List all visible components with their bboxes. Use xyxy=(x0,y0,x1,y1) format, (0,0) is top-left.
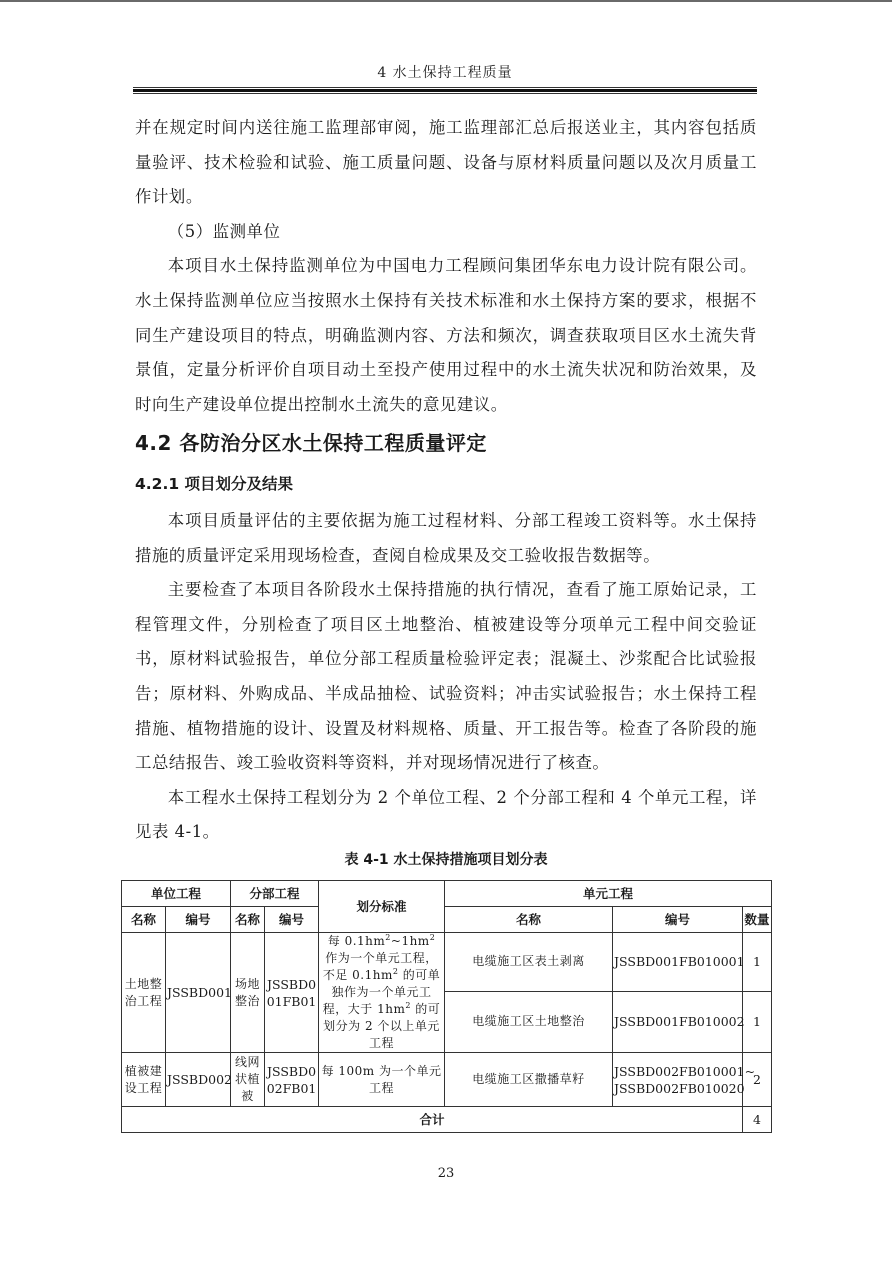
cell-element-name: 电缆施工区土地整治 xyxy=(445,991,613,1052)
cell-division-standard xyxy=(319,933,445,1053)
project-division-table xyxy=(121,880,772,1133)
total-count: 4 xyxy=(743,1107,772,1133)
section-heading-4-2-1: 4.2.1 项目划分及结果 xyxy=(135,475,294,493)
section-heading-4-2: 4.2 各防治分区水土保持工程质量评定 xyxy=(135,431,487,455)
superscript: 2 xyxy=(385,933,391,942)
paragraph-continuation: 并在规定时间内送往施工监理部审阅，施工监理部汇总后报送业主，其内容包括质量验评、技术检验和试验、施工质量问题、设备与原材料质量问题以及次月质量工作计划。 xyxy=(135,118,757,207)
header-unit-name: 名称 xyxy=(122,907,166,933)
header-element-project: 单元工程 xyxy=(445,881,772,907)
header-element-count: 数量 xyxy=(743,907,772,933)
cell-element-code: JSSBD001FB010001 xyxy=(613,933,743,992)
header-div-code: 编号 xyxy=(265,907,319,933)
table-header-row-1 xyxy=(122,881,772,907)
header-unit-code: 编号 xyxy=(166,907,231,933)
header-div-name: 名称 xyxy=(231,907,265,933)
paragraph-evaluation-basis: 本项目质量评估的主要依据为施工过程材料、分部工程竣工资料等。水土保持措施的质量评定采用现场检查，查阅自检成果及交工验收报告数据等。 xyxy=(135,511,757,565)
page-top-edge xyxy=(0,0,892,2)
header-division-standard: 划分标准 xyxy=(319,881,445,933)
cell-element-count: 1 xyxy=(743,991,772,1052)
total-label: 合计 xyxy=(122,1107,743,1133)
body-section-top xyxy=(135,111,757,422)
header-element-name: 名称 xyxy=(445,907,613,933)
standard-text: 的可单独作为一个单元工程，大于 1hm xyxy=(322,968,441,1016)
subsection-label-monitoring: （5）监测单位 xyxy=(167,221,281,241)
header-division-project: 分部工程 xyxy=(231,881,319,907)
body-section-bottom xyxy=(135,504,757,850)
cell-div-name: 线网状植被 xyxy=(231,1053,265,1107)
paragraph-division-summary: 本工程水土保持工程划分为 2 个单位工程、2 个分部工程和 4 个单元工程，详见表 4-1。 xyxy=(135,787,757,842)
table-total-row xyxy=(122,1107,772,1133)
running-header: 4 水土保持工程质量 xyxy=(377,65,513,81)
paragraph-inspection: 主要检查了本项目各阶段水土保持措施的执行情况，查看了施工原始记录，工程管理文件，分别检查了项目区土地整治、植被建设等分项单元工程中间交验证书，原材料试验报告，单位分部工程质量检验评定表；混凝土、沙浆配合比试验报告；原材料、外购成品、半成品抽检、试验资料；冲击实试验报告；水土保持工程措施、植物措施的设计、设置及材料规格、质量、开工报告等。检查了各阶段的施工总结报告、竣工验收资料等资料，并对现场情况进行了核查。 xyxy=(135,580,757,773)
paragraph-monitoring-unit: 本项目水土保持监测单位为中国电力工程顾问集团华东电力设计院有限公司。水土保持监测单位应当按照水土保持有关技术标准和水土保持方案的要求，根据不同生产建设项目的特点，明确监测内容、方法和频次，调查获取项目区水土流失背景值，定量分析评价自项目动土至投产使用过程中的水土流失状况和防治效果，及时向生产建设单位提出控制水土流失的意见建议。 xyxy=(135,256,757,414)
cell-element-name: 电缆施工区撒播草籽 xyxy=(445,1053,613,1107)
cell-div-code: JSSBD002FB01 xyxy=(265,1053,319,1107)
standard-text: 作为一个单元工程，不足 0.1hm xyxy=(322,951,438,982)
cell-unit-code: JSSBD001 xyxy=(166,933,231,1053)
superscript: 2 xyxy=(392,967,399,976)
code-range-from: JSSBD002FB010001~ xyxy=(614,1063,756,1079)
standard-text: 每 0.1hm xyxy=(327,934,386,948)
cell-div-code: JSSBD001FB01 xyxy=(265,933,319,1053)
cell-division-standard: 每 100m 为一个单元工程 xyxy=(319,1053,445,1107)
table-header-row-2 xyxy=(122,907,772,933)
cell-element-name: 电缆施工区表土剥离 xyxy=(445,933,613,992)
superscript: 2 xyxy=(405,1001,411,1010)
code-range-to: JSSBD002FB010020 xyxy=(614,1080,745,1096)
header-rule xyxy=(133,87,757,94)
cell-unit-name: 土地整治工程 xyxy=(122,933,166,1053)
cell-element-code: JSSBD001FB010002 xyxy=(613,991,743,1052)
table-row xyxy=(122,933,772,992)
standard-text: 的可划分为 2 个以上单元工程 xyxy=(323,1002,441,1050)
table-caption: 表 4-1 水土保持措施项目划分表 xyxy=(344,852,548,868)
cell-unit-code: JSSBD002 xyxy=(166,1053,231,1107)
cell-element-count: 1 xyxy=(743,933,772,992)
header-unit-project: 单位工程 xyxy=(122,881,231,907)
header-element-code: 编号 xyxy=(613,907,743,933)
cell-unit-name: 植被建设工程 xyxy=(122,1053,166,1107)
table-row xyxy=(122,1053,772,1107)
standard-text: ~1hm xyxy=(390,934,430,948)
cell-element-code-range xyxy=(613,1053,756,1107)
superscript: 2 xyxy=(429,933,436,942)
cell-div-name: 场地整治 xyxy=(231,933,265,1053)
cell-element-count: 2 xyxy=(743,1053,772,1107)
page-number: 23 xyxy=(437,1166,455,1181)
